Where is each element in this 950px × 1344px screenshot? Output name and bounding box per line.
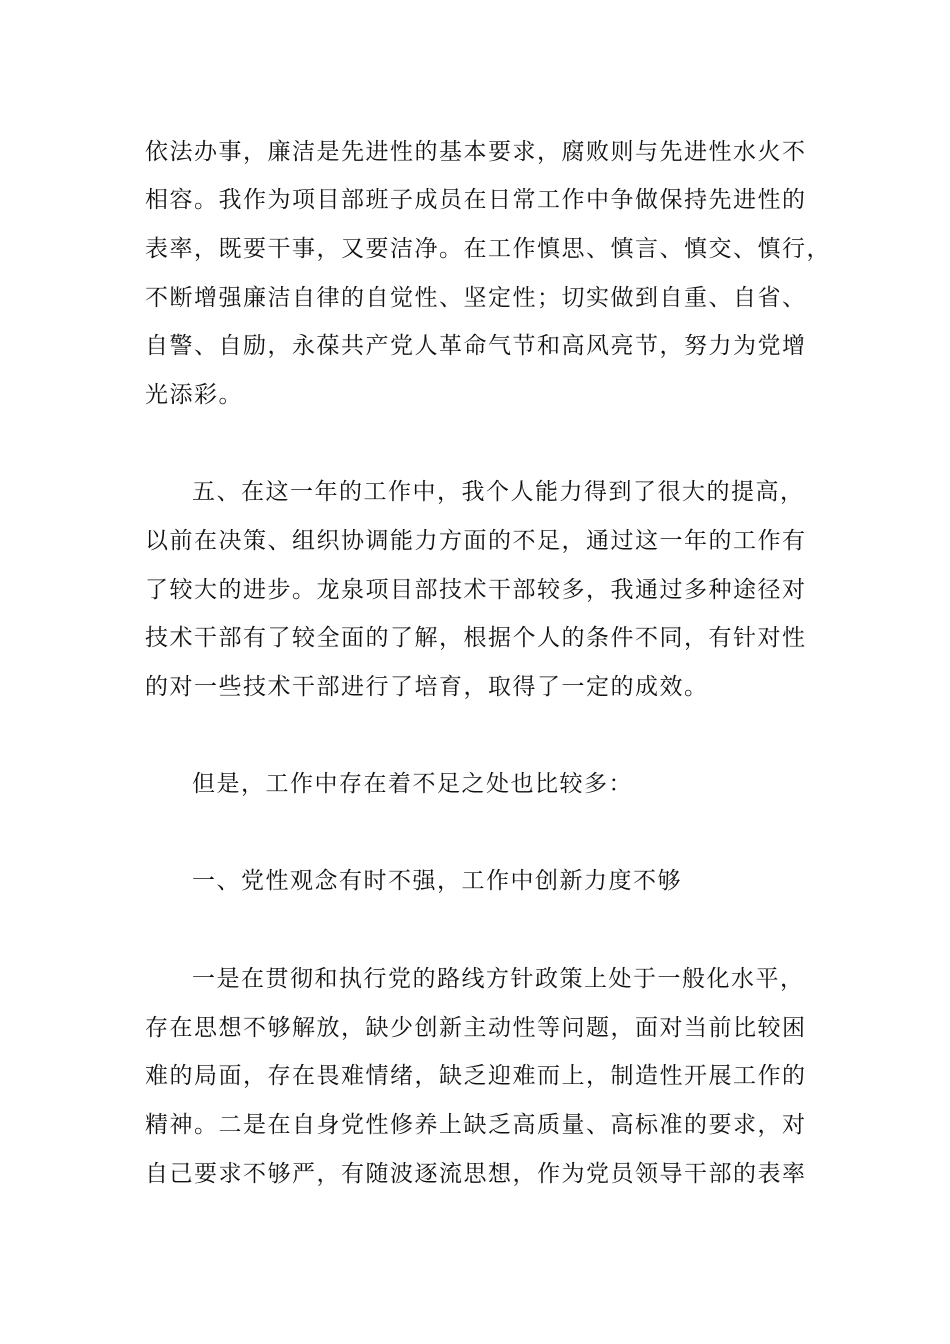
text-line: 光添彩。	[145, 382, 243, 408]
text-line: 一、党性观念有时不强，工作中创新力度不够	[192, 868, 682, 894]
text-line: 存在思想不够解放，缺少创新主动性等问题，面对当前比较困	[145, 1015, 807, 1041]
text-line: 表率，既要干事，又要洁净。在工作慎思、慎言、慎交、慎行，	[145, 236, 831, 262]
text-line: 一是在贯彻和执行党的路线方针政策上处于一般化水平，	[192, 966, 805, 992]
text-line: 但是，工作中存在着不足之处也比较多：	[192, 771, 633, 797]
text-line: 自己要求不够严，有随波逐流思想，作为党员领导干部的表率	[145, 1161, 807, 1187]
text-line: 五、在这一年的工作中，我个人能力得到了很大的提高，	[192, 479, 805, 505]
text-line: 不断增强廉洁自律的自觉性、坚定性；切实做到自重、自省、	[145, 285, 807, 311]
text-line: 自警、自励，永葆共产党人革命气节和高风亮节，努力为党增	[145, 333, 807, 359]
text-line: 以前在决策、组织协调能力方面的不足，通过这一年的工作有	[145, 528, 807, 554]
text-line: 精神。二是在自身党性修养上缺乏高质量、高标准的要求，对	[145, 1112, 807, 1138]
text-line: 技术干部有了较全面的了解，根据个人的条件不同，有针对性	[145, 625, 807, 651]
text-line: 相容。我作为项目部班子成员在日常工作中争做保持先进性的	[145, 187, 807, 213]
text-line: 了较大的进步。龙泉项目部技术干部较多，我通过多种途径对	[145, 577, 807, 603]
text-line: 依法办事，廉洁是先进性的基本要求，腐败则与先进性水火不	[145, 139, 807, 165]
text-line: 的对一些技术干部进行了培育，取得了一定的成效。	[145, 674, 709, 700]
text-line: 难的局面，存在畏难情绪，缺乏迎难而上，制造性开展工作的	[145, 1063, 807, 1089]
